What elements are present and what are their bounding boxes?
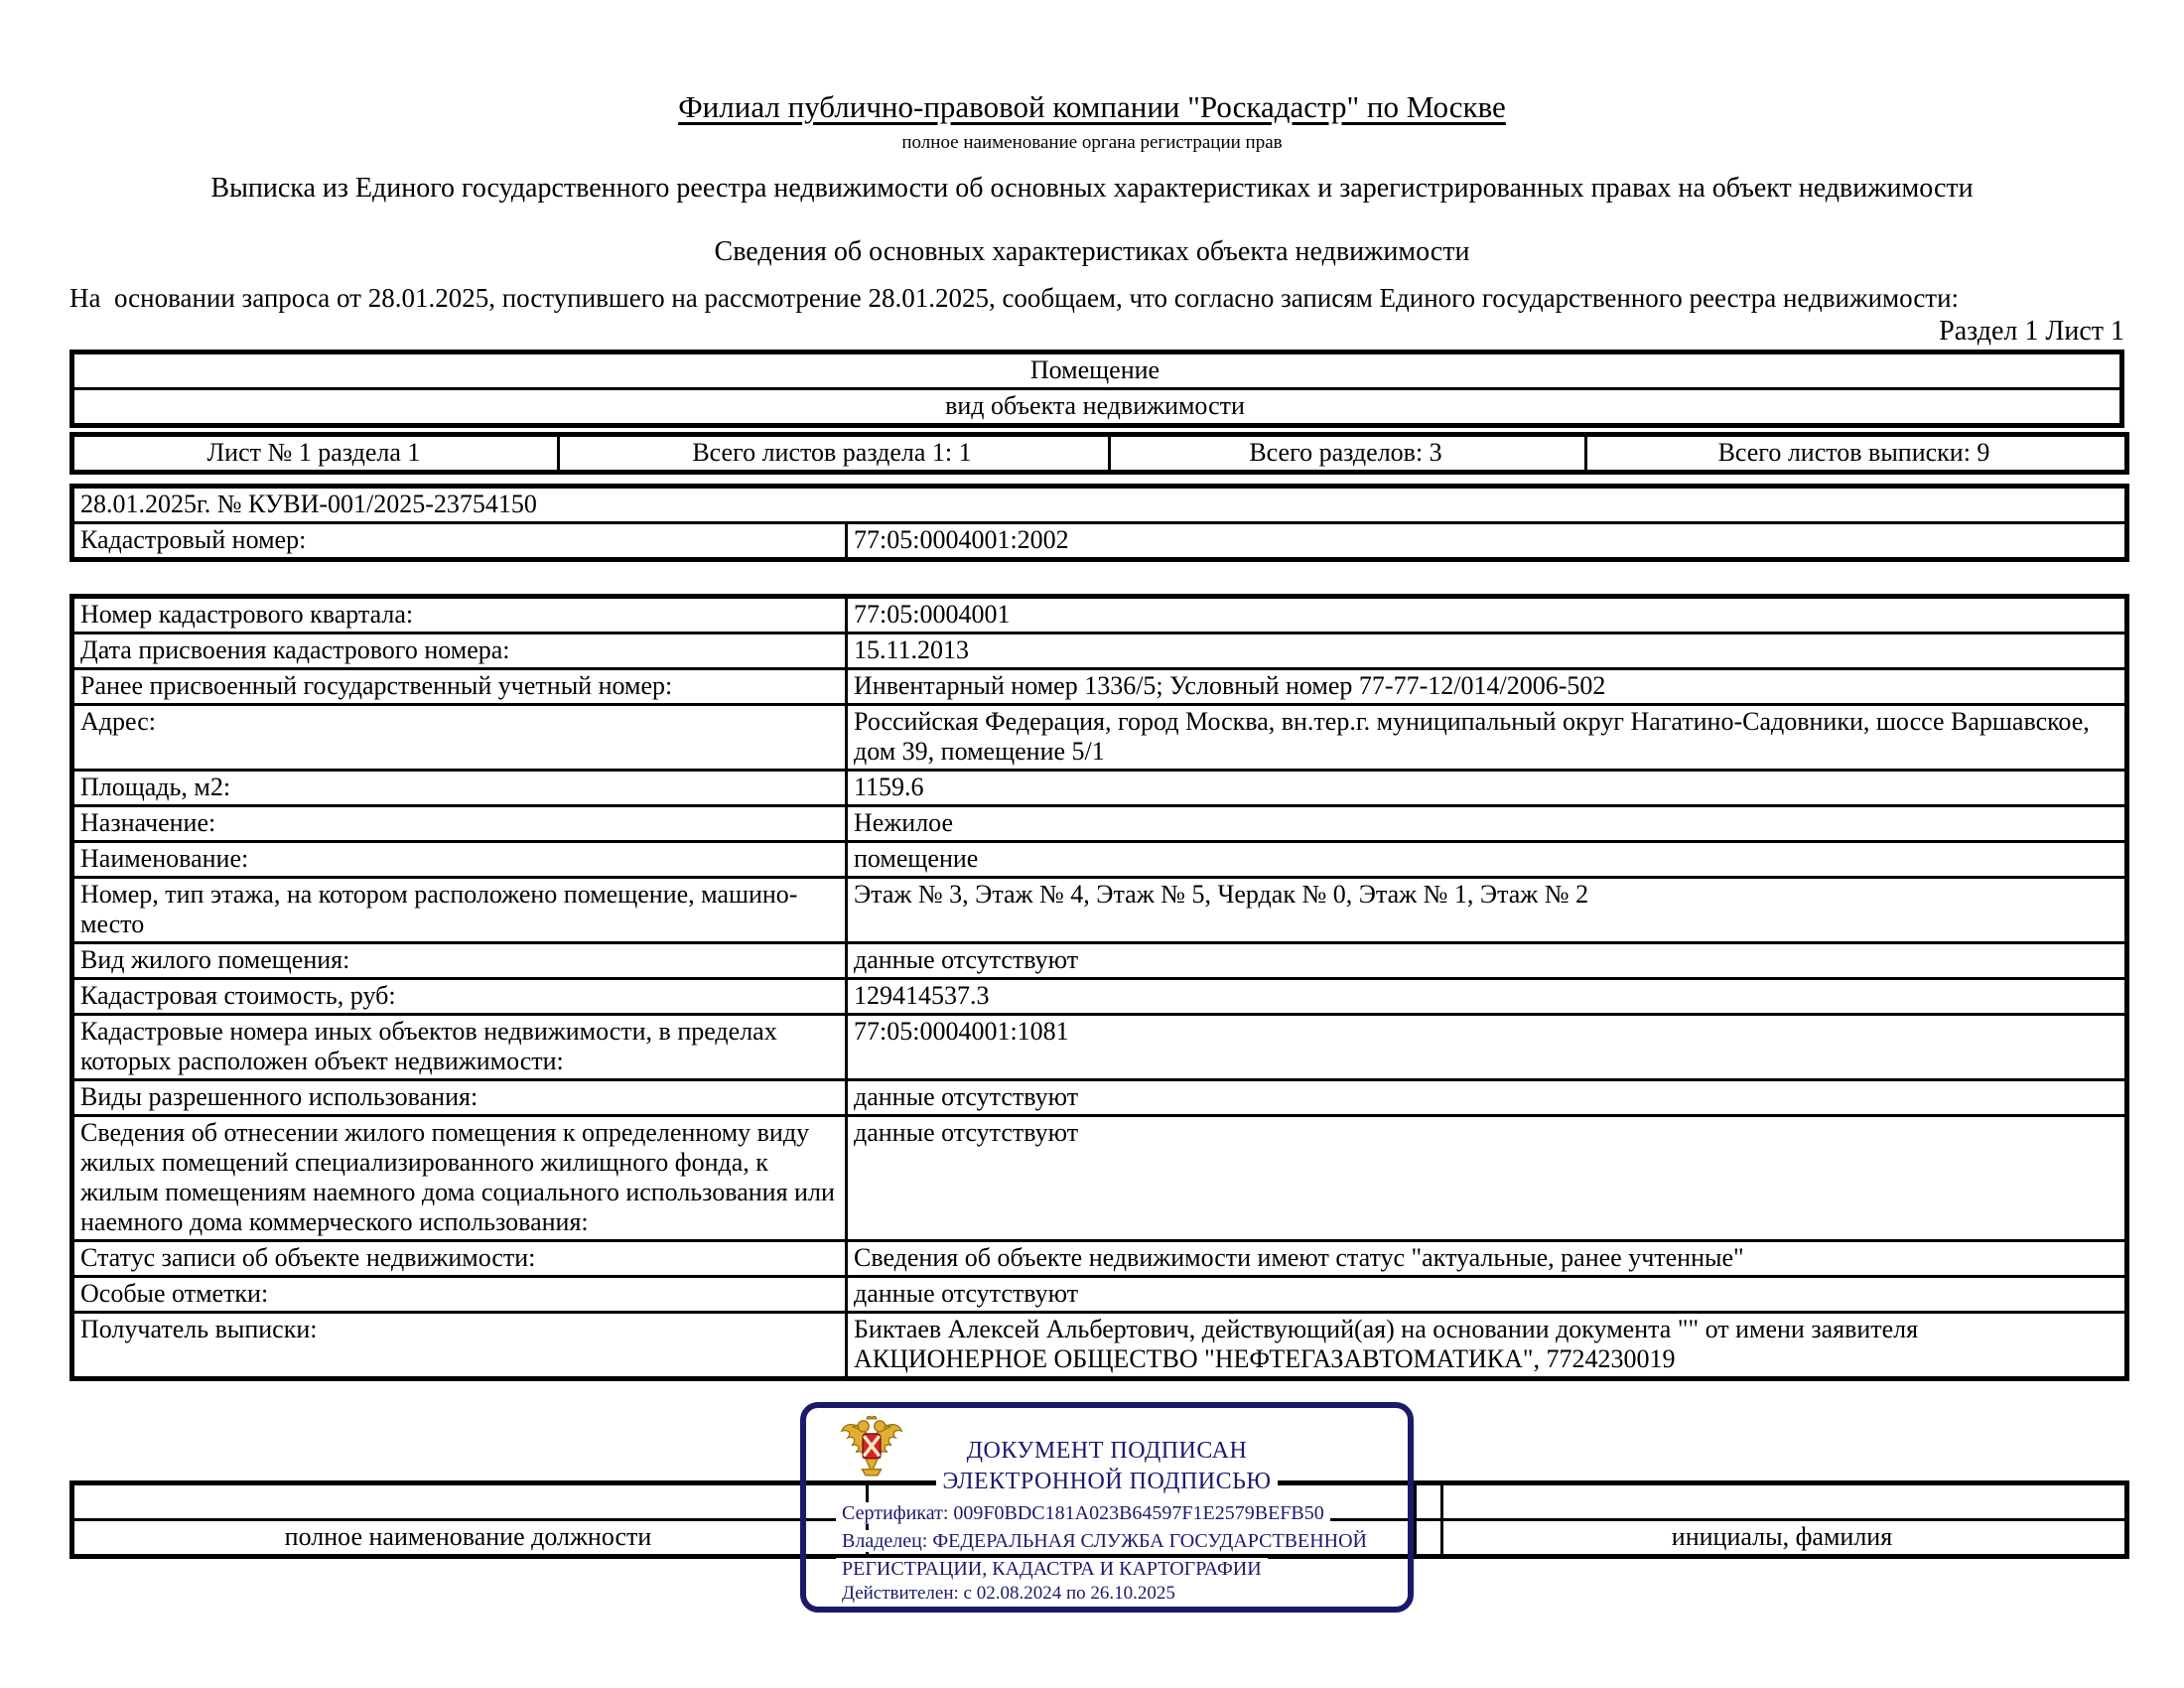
cadastral-number-label: Кадастровый номер: (72, 523, 847, 560)
stamp-certificate: Сертификат: 009F0BDC181A023B64597F1E2579BEFB50 (836, 1502, 1330, 1525)
attribute-value: Биктаев Алексей Альбертович, действующий(ая) на основании документа "" от имени заявителя АКЦИОНЕРНОЕ ОБЩЕСТВО "НЕФТЕГАЗАВТОМАТИКА", 7724230019 (847, 1313, 2127, 1379)
object-type-table (69, 350, 2124, 428)
signature-space-name (1442, 1483, 2127, 1520)
org-name-text: Филиал публично-правовой компании "Роскадастр" по Москве (678, 89, 1506, 124)
table-row (72, 597, 2127, 633)
stamp-owner-line1: Владелец: ФЕДЕРАЛЬНАЯ СЛУЖБА ГОСУДАРСТВЕННОЙ (836, 1530, 1373, 1553)
object-type-value: Помещение (72, 352, 2122, 389)
table-row (72, 1277, 2127, 1313)
table-row (72, 806, 2127, 842)
request-date-number: 28.01.2025г. № КУВИ-001/2025-23754150 (72, 487, 2127, 523)
cadastral-number-value: 77:05:0004001:2002 (847, 523, 2127, 560)
table-row (72, 979, 2127, 1015)
position-caption: полное наименование должности (72, 1520, 868, 1557)
table-row (72, 943, 2127, 979)
table-row (72, 352, 2122, 389)
section-sheet-label: Раздел 1 Лист 1 (1939, 316, 2124, 347)
table-row (72, 389, 2122, 426)
table-row (72, 435, 2127, 473)
sheet-counters-table (69, 432, 2129, 475)
table-row (72, 1116, 2127, 1241)
document-number-table (69, 484, 2129, 562)
attribute-label: Площадь, м2: (72, 771, 847, 806)
attribute-value: Нежилое (847, 806, 2127, 842)
attribute-value: 15.11.2013 (847, 633, 2127, 669)
signature-gap-empty (1416, 1520, 1442, 1557)
table-row (72, 669, 2127, 705)
attribute-label: Номер кадастрового квартала: (72, 597, 847, 633)
document-title: Выписка из Единого государственного реестра недвижимости об основных характеристиках и зарегистрированных правах на объект недвижимости (210, 173, 1974, 204)
org-name-heading (0, 89, 2184, 125)
stamp-owner-line2: РЕГИСТРАЦИИ, КАДАСТРА И КАРТОГРАФИИ (836, 1558, 1268, 1581)
stamp-title-line2: ЭЛЕКТРОННОЙ ПОДПИСЬЮ (806, 1469, 1408, 1495)
attribute-label: Наименование: (72, 842, 847, 878)
attribute-value: Российская Федерация, город Москва, вн.тер.г. муниципальный округ Нагатино-Садовники, шоссе Варшавское, дом 39, помещение 5/1 (847, 705, 2127, 771)
attribute-value: 129414537.3 (847, 979, 2127, 1015)
attributes-table-body (72, 597, 2127, 1379)
section-subtitle: Сведения об основных характеристиках объекта недвижимости (714, 236, 1470, 267)
sections-total-cell: Всего разделов: 3 (1110, 435, 1586, 473)
attribute-label: Статус записи об объекте недвижимости: (72, 1241, 847, 1277)
table-row (72, 1080, 2127, 1116)
attribute-label: Номер, тип этажа, на котором расположено помещение, машино-место (72, 878, 847, 943)
table-row (72, 878, 2127, 943)
table-row (72, 705, 2127, 771)
object-type-caption: вид объекта недвижимости (72, 389, 2122, 426)
attribute-value: Инвентарный номер 1336/5; Условный номер 77-77-12/014/2006-502 (847, 669, 2127, 705)
attribute-label: Вид жилого помещения: (72, 943, 847, 979)
attribute-label: Получатель выписки: (72, 1313, 847, 1379)
attribute-value: 77:05:0004001 (847, 597, 2127, 633)
name-caption: инициалы, фамилия (1442, 1520, 2127, 1557)
table-row (72, 1241, 2127, 1277)
attribute-label: Назначение: (72, 806, 847, 842)
attribute-value: данные отсутствуют (847, 1080, 2127, 1116)
sheets-total-cell: Всего листов выписки: 9 (1586, 435, 2127, 473)
attribute-value: данные отсутствуют (847, 1116, 2127, 1241)
org-name-caption: полное наименование органа регистрации прав (901, 132, 1283, 153)
attribute-label: Особые отметки: (72, 1277, 847, 1313)
attribute-value: данные отсутствуют (847, 1277, 2127, 1313)
request-basis-line: На основании запроса от 28.01.2025, поступившего на рассмотрение 28.01.2025, сообщаем, что согласно записям Единого государственного реестра недвижимости: (69, 283, 1960, 313)
attribute-label: Адрес: (72, 705, 847, 771)
sheet-number-cell: Лист № 1 раздела 1 (72, 435, 559, 473)
signature-space-gap (1416, 1483, 1442, 1520)
attributes-table (69, 594, 2129, 1381)
sheets-in-section-cell: Всего листов раздела 1: 1 (559, 435, 1110, 473)
stamp-validity: Действителен: с 02.08.2024 по 26.10.2025 (836, 1583, 1181, 1605)
attribute-label: Кадастровые номера иных объектов недвижимости, в пределах которых расположен объект недвижимости: (72, 1015, 847, 1080)
attribute-label: Виды разрешенного использования: (72, 1080, 847, 1116)
attribute-label: Кадастровая стоимость, руб: (72, 979, 847, 1015)
table-row (72, 523, 2127, 560)
stamp-title-line1: ДОКУМЕНТ ПОДПИСАН (806, 1438, 1408, 1465)
attribute-value: данные отсутствуют (847, 943, 2127, 979)
attribute-value: 77:05:0004001:1081 (847, 1015, 2127, 1080)
signature-space-position (72, 1483, 868, 1520)
table-row (72, 487, 2127, 523)
attribute-label: Дата присвоения кадастрового номера: (72, 633, 847, 669)
attribute-value: Этаж № 3, Этаж № 4, Этаж № 5, Чердак № 0, Этаж № 1, Этаж № 2 (847, 878, 2127, 943)
table-row (72, 1015, 2127, 1080)
attribute-value: помещение (847, 842, 2127, 878)
attribute-label: Сведения об отнесении жилого помещения к определенному виду жилых помещений специализированного жилищного фонда, к жилым помещениям наемного дома социального использования или наемного дома коммерческого использования: (72, 1116, 847, 1241)
table-row (72, 1313, 2127, 1379)
attribute-value: 1159.6 (847, 771, 2127, 806)
attribute-label: Ранее присвоенный государственный учетный номер: (72, 669, 847, 705)
digital-signature-stamp (800, 1402, 1414, 1613)
table-row (72, 842, 2127, 878)
table-row (72, 633, 2127, 669)
attribute-value: Сведения об объекте недвижимости имеют статус "актуальные, ранее учтенные" (847, 1241, 2127, 1277)
table-row (72, 771, 2127, 806)
